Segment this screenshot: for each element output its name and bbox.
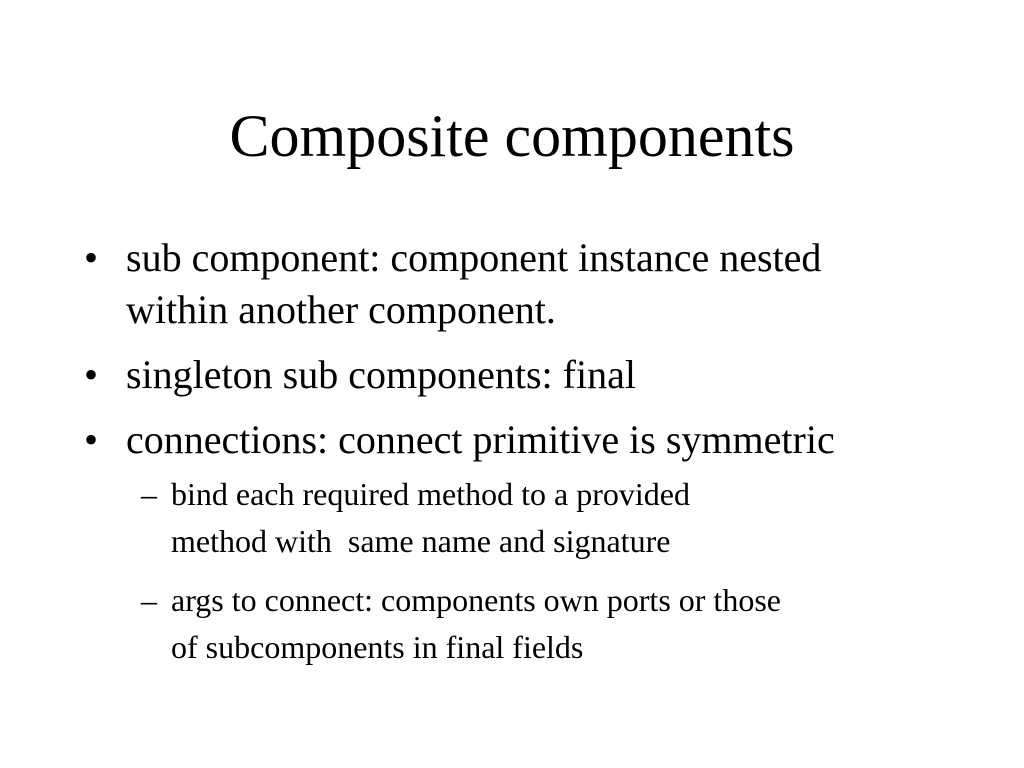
bullet-line: within another component. — [126, 287, 556, 332]
slide-title: Composite components — [229, 103, 795, 169]
sub-bullet-item-args — [84, 577, 964, 671]
bullet-marker: • — [84, 417, 99, 462]
bullet-marker: • — [84, 352, 99, 397]
bullet-item-singleton — [84, 349, 964, 401]
sub-bullet-container — [84, 471, 964, 671]
bullet-item-sub-component — [84, 232, 964, 336]
sub-bullet-line: bind each required method to a provided — [171, 476, 690, 512]
sub-bullet-marker: – — [141, 476, 157, 512]
sub-bullet-line: method with same name and signature — [171, 523, 671, 559]
sub-bullet-line: args to connect: components own ports or those — [171, 582, 781, 618]
bullet-line: sub component: component instance nested — [126, 235, 822, 280]
bullet-item-connections — [84, 414, 964, 466]
sub-bullet-line: of subcomponents in final fields — [171, 629, 584, 665]
sub-bullet-item-bind — [84, 471, 964, 565]
sub-bullet-marker: – — [141, 582, 157, 618]
sub-bullet-list — [84, 471, 964, 671]
bullet-line: connections: connect primitive is symmetric — [126, 417, 835, 462]
bullet-line: singleton sub components: final — [126, 352, 636, 397]
bullet-list — [84, 232, 964, 683]
bullet-marker: • — [84, 235, 99, 280]
